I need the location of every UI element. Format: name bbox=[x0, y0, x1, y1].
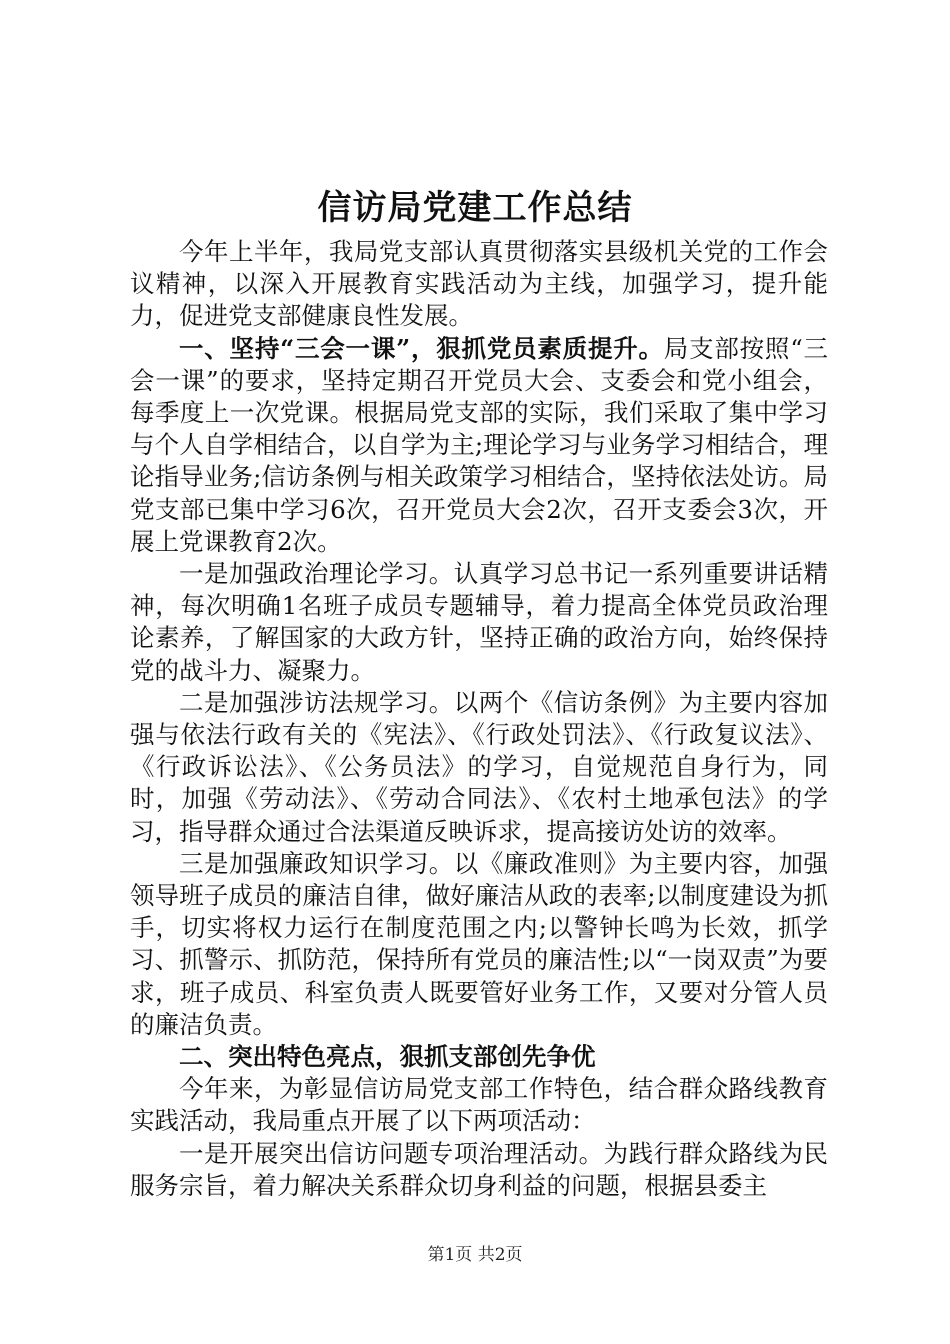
integrity-study-paragraph: 三是加强廉政知识学习。以《廉政准则》为主要内容，加强领导班子成员的廉洁自律，做好廉洁从政的表率;以制度建设为抓手，切实将权力运行在制度范围之内;以警钟长鸣为长效，抓学习、抓警示、抓防范，保持所有党员的廉洁性;以“一岗双责”为要求，班子成员、科室负责人既要管好业务工作，又要对分管人员的廉洁负责。 bbox=[130, 848, 828, 1039]
section-1-heading: 一、坚持“三会一课”，狠抓党员素质提升。 bbox=[179, 333, 664, 363]
section-2-heading: 二、突出特色亮点，狠抓支部创先争优 bbox=[179, 1042, 596, 1072]
document-body bbox=[130, 236, 828, 1202]
page-footer: 第1页 共2页 bbox=[427, 1245, 523, 1265]
law-study-paragraph: 二是加强涉访法规学习。以两个《信访条例》为主要内容加强与依法行政有关的《宪法》、《行政处罚法》、《行政复议法》、《行政诉讼法》、《公务员法》的学习，自觉规范自身行为，同时，加强《劳动法》、《劳动合同法》、《农村土地承包法》的学习，指导群众通过合法渠道反映诉求，提高接访处访的效率。 bbox=[130, 687, 828, 846]
section-1-paragraph bbox=[130, 333, 828, 558]
document-title: 信访局党建工作总结 bbox=[317, 188, 633, 228]
activities-intro-paragraph: 今年来，为彰显信访局党支部工作特色，结合群众路线教育实践活动，我局重点开展了以下两项活动： bbox=[130, 1074, 828, 1136]
section-1-text: 局支部按照“三会一课”的要求，坚持定期召开党员大会、支委会和党小组会，每季度上一次党课。根据局党支部的实际，我们采取了集中学习与个人自学相结合，以自学为主;理论学习与业务学习相结合，理论指导业务;信访条例与相关政策学习相结合，坚持依法处访。局党支部已集中学习6次，召开党员大会2次，召开支委会3次，开展上党课教育2次。 bbox=[130, 333, 829, 556]
politics-study-paragraph: 一是加强政治理论学习。认真学习总书记一系列重要讲话精神，每次明确1名班子成员专题辅导，着力提高全体党员政治理论素养，了解国家的大政方针，坚持正确的政治方向，始终保持党的战斗力、凝聚力。 bbox=[130, 559, 828, 685]
first-activity-paragraph: 一是开展突出信访问题专项治理活动。为践行群众路线为民服务宗旨，着力解决关系群众切身利益的问题，根据县委主 bbox=[130, 1138, 828, 1200]
intro-paragraph: 今年上半年，我局党支部认真贯彻落实县级机关党的工作会议精神，以深入开展教育实践活动为主线，加强学习，提升能力，促进党支部健康良性发展。 bbox=[130, 237, 828, 331]
